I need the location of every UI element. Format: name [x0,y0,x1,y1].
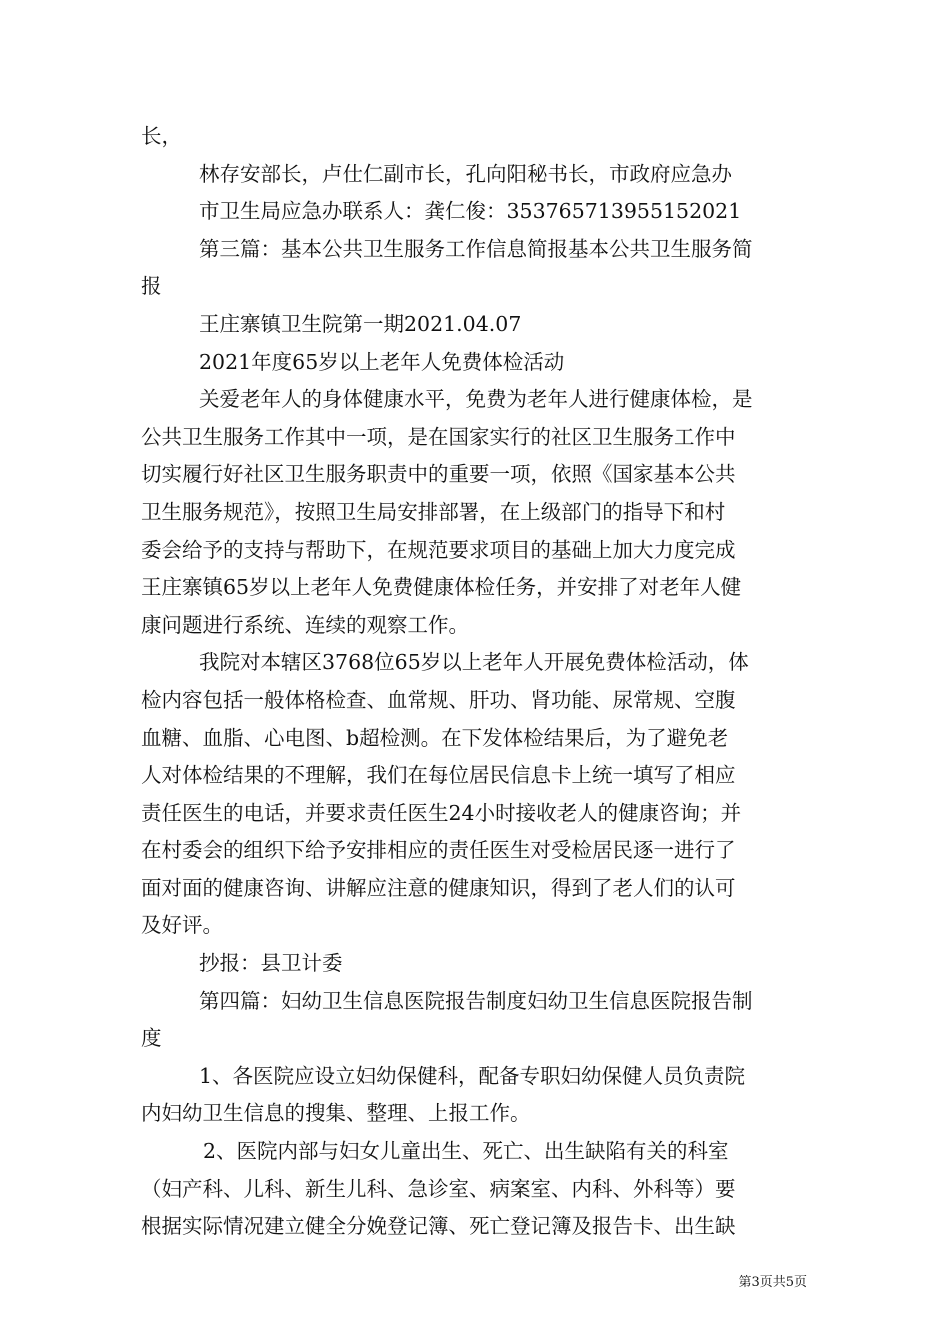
document-body [141,118,809,1246]
paragraph-line: 2、医院内部与妇女儿童出生、死亡、出生缺陷有关的科室 [203,1139,729,1164]
paragraph-line: 在村委会的组织下给予安排相应的责任医生对受检居民逐一进行了 [141,838,736,863]
paragraph-line: 根据实际情况建立健全分娩登记簿、死亡登记簿及报告卡、出生缺 [141,1214,736,1239]
paragraph-line: 卫生服务规范》，按照卫生局安排部署，在上级部门的指导下和村 [141,499,726,524]
paragraph-line: 切实履行好社区卫生服务职责中的重要一项，依照《国家基本公共 [141,462,736,487]
paragraph-line: 1、各医院应设立妇幼保健科，配备专职妇幼保健人员负责院 [199,1063,746,1088]
page-number: 第3页共5页 [738,1275,807,1290]
text-line: 长， [141,124,182,148]
text-line: 抄报：县卫计委 [199,951,343,976]
paragraph-line: 王庄寨镇65岁以上老年人免费健康体检任务，并安排了对老年人健 [141,575,742,600]
section-heading-continued: 报 [141,274,162,299]
paragraph-line: 我院对本辖区3768位65岁以上老年人开展免费体检活动，体 [199,650,749,675]
paragraph-line: 及好评。 [141,913,223,938]
text-line: 2021年度65岁以上老年人免费体检活动 [199,349,565,374]
text-line: 市卫生局应急办联系人：龚仁俊：353765713955152021 [199,199,742,224]
paragraph-line: 面对面的健康咨询、讲解应注意的健康知识，得到了老人们的认可 [141,875,736,900]
text-line: 王庄寨镇卫生院第一期2021.04.07 [199,311,522,336]
text-line: 林存安部长，卢仕仁副市长，孔向阳秘书长，市政府应急办 [199,161,732,186]
section-heading-continued: 度 [141,1026,162,1051]
paragraph-line: 检内容包括一般体格检查、血常规、肝功、肾功能、尿常规、空腹 [141,687,736,712]
paragraph-line: （妇产科、儿科、新生儿科、急诊室、病案室、内科、外科等）要 [141,1176,736,1201]
paragraph-line: 公共卫生服务工作其中一项，是在国家实行的社区卫生服务工作中 [141,424,736,449]
paragraph-line: 人对体检结果的不理解，我们在每位居民信息卡上统一填写了相应 [141,763,736,788]
paragraph-line: 委会给予的支持与帮助下，在规范要求项目的基础上加大力度完成 [141,537,736,562]
section-heading: 第三篇：基本公共卫生服务工作信息简报基本公共卫生服务简 [199,236,753,261]
section-heading: 第四篇：妇幼卫生信息医院报告制度妇幼卫生信息医院报告制 [199,988,753,1013]
paragraph-line: 康问题进行系统、连续的观察工作。 [141,612,469,637]
paragraph-line: 责任医生的电话，并要求责任医生24小时接收老人的健康咨询；并 [141,800,742,825]
paragraph-line: 关爱老年人的身体健康水平，免费为老年人进行健康体检，是 [199,387,753,412]
paragraph-line: 内妇幼卫生信息的搜集、整理、上报工作。 [141,1101,531,1126]
paragraph-line: 血糖、血脂、心电图、b超检测。在下发体检结果后，为了避免老 [141,725,729,750]
